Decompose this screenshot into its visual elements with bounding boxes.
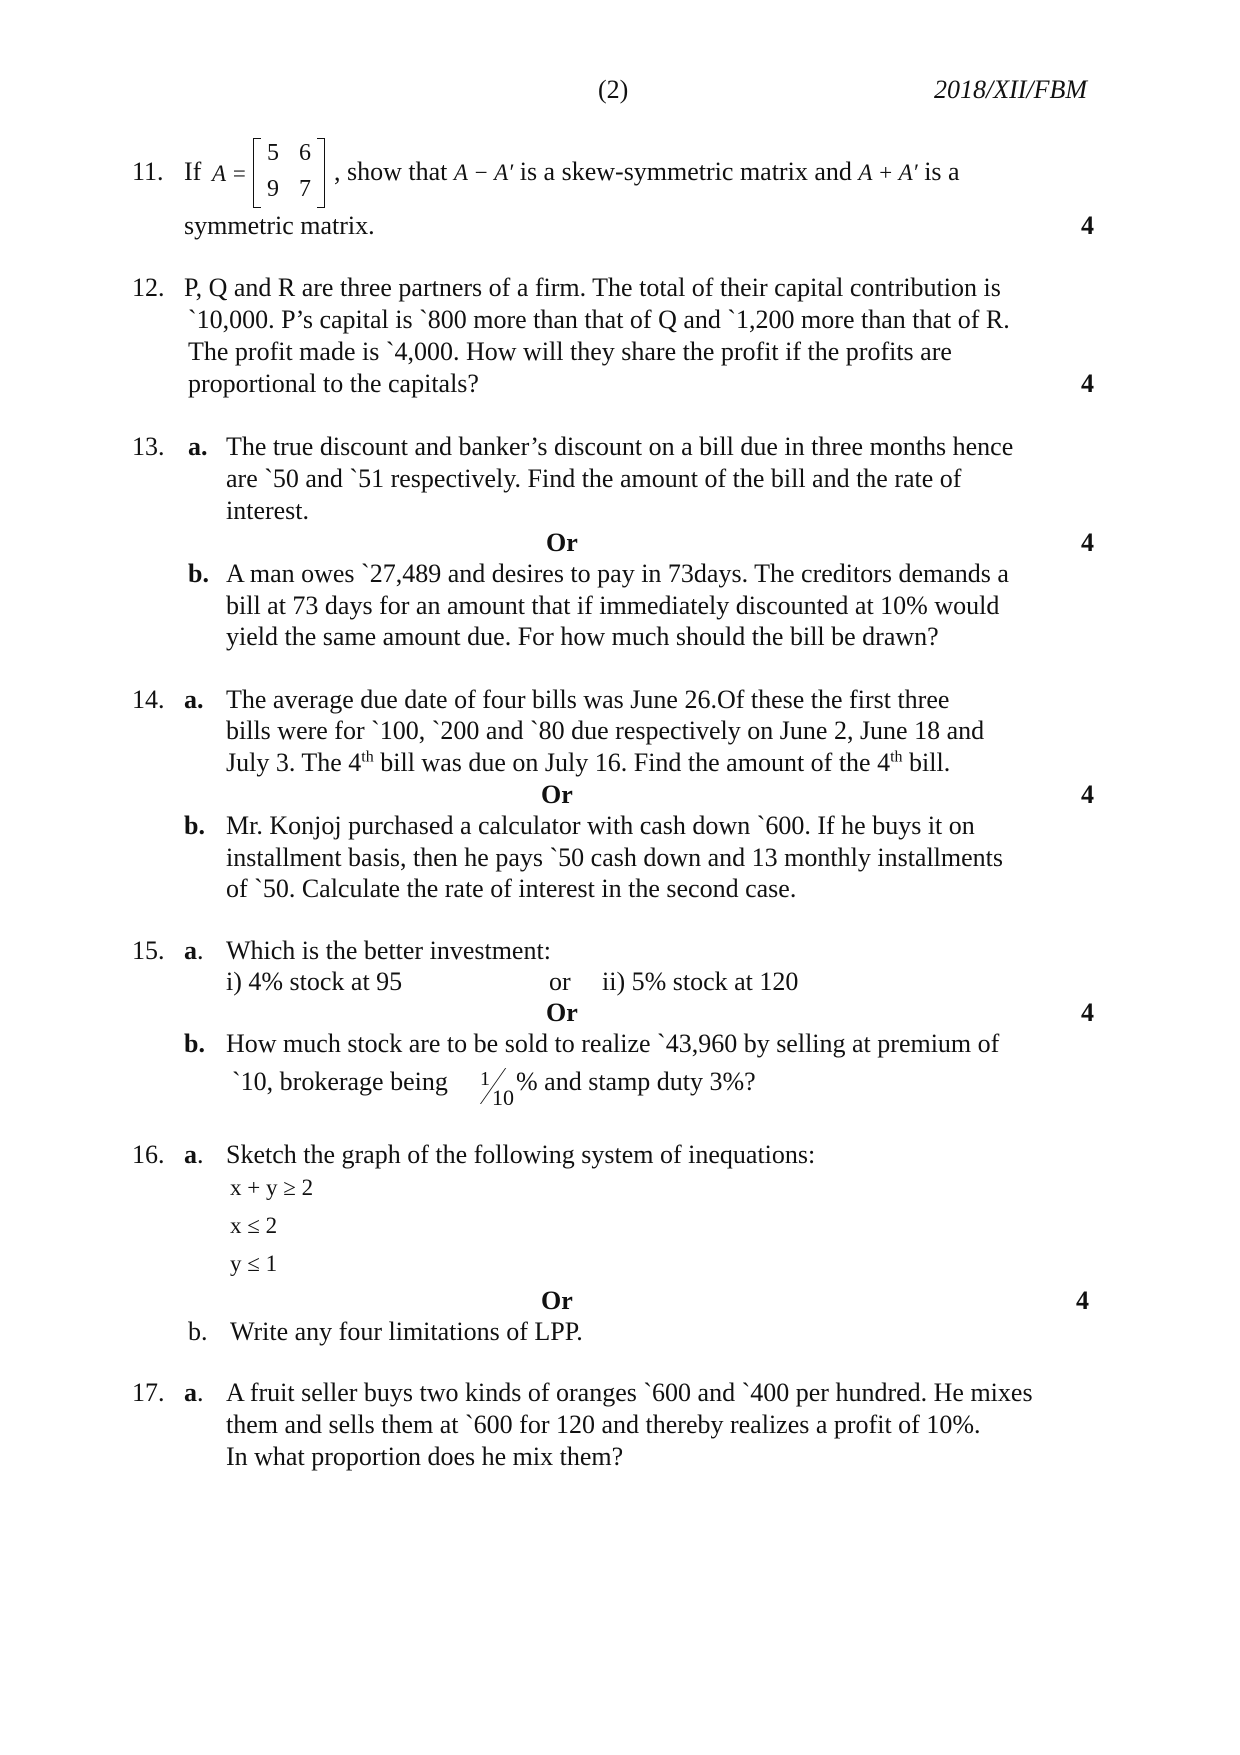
subpart-label: a. [188, 432, 208, 461]
q15a-option-1: i) 4% stock at 95 [226, 967, 403, 996]
q15b-line: `10, brokerage being [232, 1067, 448, 1096]
or-separator: Or [541, 1286, 573, 1315]
q11-text2: is a skew-symmetric matrix and [519, 157, 852, 186]
q16b-line: Write any four limitations of LPP. [230, 1317, 583, 1346]
subpart-label: b. [188, 559, 209, 588]
marks: 4 [1081, 369, 1094, 398]
subpart-label: a. [184, 1378, 204, 1407]
fraction-denominator: 10 [492, 1085, 514, 1110]
subpart-label: a. [184, 685, 204, 714]
inequation: x ≤ 2 [230, 1213, 278, 1238]
q15a-line: Which is the better investment: [226, 936, 551, 965]
question-number: 11. [132, 157, 164, 186]
q14b-line: of `50. Calculate the rate of interest in the second case. [226, 874, 797, 903]
q13a-line: interest. [226, 496, 310, 525]
question-number: 17. [132, 1378, 165, 1407]
or-separator: Or [541, 780, 573, 809]
inequation: y ≤ 1 [230, 1251, 278, 1276]
q14b-line: installment basis, then he pays `50 cash down and 13 monthly installments [226, 843, 1004, 872]
q11-a-equals: A = [212, 161, 247, 186]
q14a-line: The average due date of four bills was June 26.Of these the first three [226, 685, 950, 714]
q14a-text: July 3. The 4 [226, 748, 362, 777]
question-number: 13. [132, 432, 165, 461]
q17a-line: A fruit seller buys two kinds of oranges `600 and `400 per hundred. He mixes [226, 1378, 1033, 1407]
matrix-cell: 9 [267, 176, 279, 202]
question-number: 12. [132, 273, 165, 302]
fraction-one-tenth [476, 1066, 516, 1110]
q14a-text: bill was due on July 16. Find the amount of the 4 [373, 748, 891, 777]
or-separator: Or [546, 998, 578, 1027]
subpart-label: a. [184, 936, 204, 965]
superscript: th [361, 748, 374, 766]
inequation: x + y ≥ 2 [230, 1175, 314, 1200]
superscript: th [890, 748, 903, 766]
matrix-cell: 7 [299, 176, 311, 202]
question-number: 15. [132, 936, 165, 965]
q12-line: proportional to the capitals? [188, 369, 479, 398]
q14b-line: Mr. Konjoj purchased a calculator with cash down `600. If he buys it on [226, 811, 975, 840]
marks: 4 [1081, 211, 1094, 240]
subpart-letter: a [184, 1140, 197, 1169]
q11-line2: symmetric matrix. [184, 211, 375, 240]
q13a-line: The true discount and banker’s discount on a bill due in three months hence [226, 432, 1014, 461]
q13a-line: are `50 and `51 respectively. Find the amount of the bill and the rate of [226, 464, 962, 493]
q12-line: `10,000. P’s capital is `800 more than that of Q and `1,200 more than that of R. [188, 305, 1010, 334]
marks: 4 [1081, 780, 1094, 809]
q11-text3: is a [924, 157, 960, 186]
subpart-label: b. [188, 1317, 208, 1346]
subpart-label: b. [184, 811, 205, 840]
q15b-line: How much stock are to be sold to realize `43,960 by selling at premium of [226, 1029, 1000, 1058]
q15a-or-word: or [549, 967, 571, 996]
page-number: (2) [598, 75, 629, 104]
matrix-cell: 5 [267, 140, 279, 166]
q14a-line: bills were for `100, `200 and `80 due respectively on June 2, June 18 and [226, 716, 985, 745]
q11-if: If [184, 157, 202, 186]
q17a-line: In what proportion does he mix them? [226, 1442, 624, 1471]
q12-line: The profit made is `4,000. How will they share the profit if the profits are [188, 337, 952, 366]
matrix-cell: 6 [299, 140, 311, 166]
matrix-a [253, 138, 325, 208]
q13b-line: yield the same amount due. For how much should the bill be drawn? [226, 622, 939, 651]
q15b-line: % and stamp duty 3%? [516, 1067, 756, 1096]
question-number: 14. [132, 685, 165, 714]
q16a-line: Sketch the graph of the following system of inequations: [226, 1140, 816, 1169]
subpart-letter: a [184, 936, 197, 965]
q11-text1: , show that [334, 157, 448, 186]
paper-code: 2018/XII/FBM [934, 75, 1088, 104]
q11-expr2: A + A′ [858, 160, 918, 185]
q14a-text: bill. [902, 748, 951, 777]
fraction-numerator: 1 [480, 1068, 490, 1090]
subpart-letter: a [184, 1378, 197, 1407]
q12-line: P, Q and R are three partners of a firm. The total of their capital contribution is [184, 273, 1001, 302]
q14a-line [226, 747, 950, 778]
marks: 4 [1081, 998, 1094, 1027]
subpart-label: b. [184, 1029, 205, 1058]
q13b-line: bill at 73 days for an amount that if immediately discounted at 10% would [226, 591, 1000, 620]
q11-text [334, 156, 960, 188]
q15a-option-2: ii) 5% stock at 120 [602, 967, 799, 996]
or-separator: Or [546, 528, 578, 557]
subpart-label: a. [184, 1140, 204, 1169]
marks: 4 [1081, 528, 1094, 557]
q17a-line: them and sells them at `600 for 120 and thereby realizes a profit of 10%. [226, 1410, 981, 1439]
question-number: 16. [132, 1140, 165, 1169]
marks: 4 [1076, 1286, 1089, 1315]
q11-expr1: A − A′ [453, 160, 514, 185]
q13b-line: A man owes `27,489 and desires to pay in 73days. The creditors demands a [226, 559, 1009, 588]
